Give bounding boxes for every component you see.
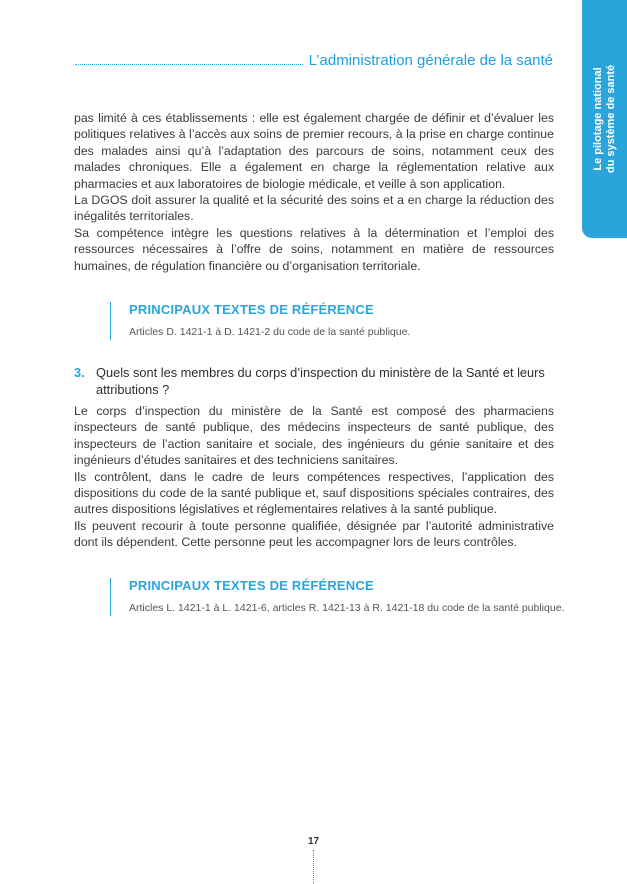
reference-box-1 [110,302,574,340]
chapter-side-tab-label [592,65,618,173]
reference-title: PRINCIPAUX TEXTES DE RÉFÉRENCE [129,578,374,593]
header-title: L’administration générale de la santé [308,52,553,69]
page-dotted-line [313,850,314,884]
paragraph: Sa compétence intègre les questions relatives à la détermination et l’emploi des ressources nécessaires à l’offre de soins, notamment en matière de ressources humaines, de régulation financière ou d’organisation territoriale. [74,225,554,273]
reference-box-2 [110,578,574,616]
paragraph: Ils peuvent recourir à toute personne qualifiée, désignée par l’autorité administrative dont ils dépendent. Cette personne peut les accompagner lors de leurs contrôles. [74,518,554,550]
page-header [75,52,553,69]
question-text: Quels sont les membres du corps d’inspection du ministère de la Santé et leurs attributions ? [96,365,545,397]
question-heading [74,365,554,398]
section-1-text [74,110,554,274]
question-number: 3. [74,365,85,380]
header-dotted-leader [75,64,303,65]
paragraph: Ils contrôlent, dans le cadre de leurs compétences respectives, l’application des dispositions du code de la santé publique et, sauf dispositions spéciales contraires, des autres dispositions législatives et réglementaires relatives à la santé publique. [74,469,554,517]
paragraph: Le corps d’inspection du ministère de la Santé est composé des pharmaciens inspecteurs de santé publique, des médecins inspecteurs de santé publique, des inspecteurs de l’action sanitaire et sociale, des ingénieurs du génie sanitaire et des ingénieurs d’études sanitaires et des techniciens sanitaires. [74,404,554,468]
paragraph: La DGOS doit assurer la qualité et la sécurité des soins et a en charge la réduction des inégalités territoriales. [74,193,554,224]
section-2-text [74,403,554,551]
side-tab-line-1: Le pilotage national [591,67,604,171]
reference-title: PRINCIPAUX TEXTES DE RÉFÉRENCE [129,302,374,317]
side-tab-line-2: du système de santé [604,64,617,174]
reference-text: Articles D. 1421-1 à D. 1421-2 du code de la santé publique. [129,326,411,338]
page-number: 17 [307,836,320,847]
chapter-side-tab [582,0,627,238]
paragraph: pas limité à ces établissements : elle est également chargée de définir et d’évaluer les politiques relatives à l’accès aux soins de premier recours, à la prise en charge continue des malades ainsi qu’à l’adaptation des parcours de soins, notamment ceux des malades chroniques. Elle a également en charge la réglementation relative aux pharmacies et aux laboratoires de biologie médicale, et veille à son application. [74,111,554,191]
reference-text: Articles L. 1421-1 à L. 1421-6, articles R. 1421-13 à R. 1421-18 du code de la santé publique. [129,602,565,614]
